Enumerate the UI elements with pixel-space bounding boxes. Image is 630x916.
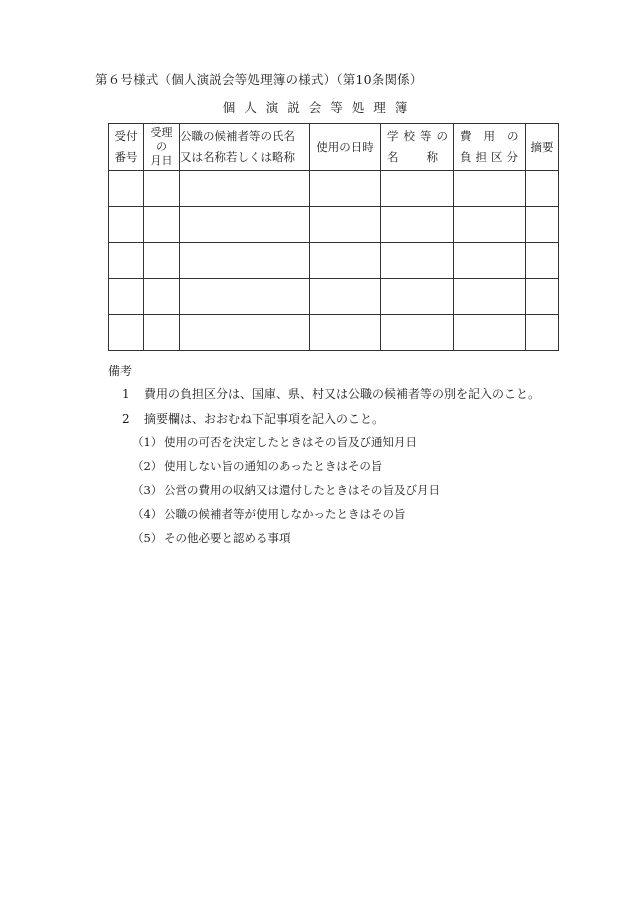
- cell-usage-datetime[interactable]: [310, 207, 381, 243]
- header-cost-burden-line1: [454, 126, 531, 147]
- header-usage-datetime: [310, 124, 381, 171]
- cell-usage-datetime[interactable]: [310, 243, 381, 279]
- cell-receipt-date[interactable]: [144, 279, 180, 315]
- cell-cost-burden[interactable]: [454, 243, 526, 279]
- remark-subnote-text: 公職の候補者等が使用しなかったときはその旨: [164, 507, 406, 521]
- header-receipt-number-line2: 番号: [114, 150, 138, 164]
- remark-note: [122, 410, 384, 427]
- cell-school-name[interactable]: [381, 279, 454, 315]
- remark-note-text: 費用の負担区分は、国庫、県、村又は公職の候補者等の別を記入のこと。: [144, 387, 541, 401]
- header-cost-burden-line2-text: 負担区分: [460, 150, 522, 164]
- header-candidate-name: [180, 124, 310, 171]
- table-row: [109, 207, 559, 243]
- cell-cost-burden[interactable]: [454, 171, 526, 207]
- header-cost-burden: [454, 124, 531, 171]
- remark-subnote-text: 使用しない旨の通知のあったときはその旨: [164, 459, 383, 473]
- remark-subnote-number: （1）: [132, 435, 163, 449]
- cell-school-name[interactable]: [381, 207, 454, 243]
- cell-usage-datetime[interactable]: [310, 315, 381, 351]
- cell-summary[interactable]: [526, 279, 559, 315]
- cell-receipt-number[interactable]: [109, 279, 144, 315]
- cell-summary[interactable]: [526, 171, 559, 207]
- remark-subnote: [132, 434, 417, 450]
- document-title: 個人演説会等処理簿: [222, 100, 417, 115]
- remark-note-number: 2: [122, 412, 130, 426]
- cell-candidate-name[interactable]: [180, 279, 310, 315]
- table-body: [109, 171, 559, 351]
- remark-subnote: [132, 458, 382, 474]
- header-cost-burden-line2: [454, 147, 525, 168]
- cell-usage-datetime[interactable]: [310, 171, 381, 207]
- cell-summary[interactable]: [526, 315, 559, 351]
- remark-subnote-number: （2）: [132, 459, 163, 473]
- cell-candidate-name[interactable]: [180, 207, 310, 243]
- cell-receipt-date[interactable]: [144, 171, 180, 207]
- header-receipt-date-line3: 月日: [150, 154, 173, 167]
- remark-note-text: 摘要欄は、おおむね下記事項を記入のこと。: [144, 412, 385, 426]
- register-table: [108, 123, 559, 351]
- cell-receipt-number[interactable]: [109, 315, 144, 351]
- cell-receipt-date[interactable]: [144, 207, 180, 243]
- table-row: [109, 315, 559, 351]
- header-receipt-date-line2: の: [156, 140, 167, 153]
- cell-receipt-date[interactable]: [144, 315, 180, 351]
- cell-receipt-number[interactable]: [109, 243, 144, 279]
- cell-usage-datetime[interactable]: [310, 279, 381, 315]
- remark-subnote-number: （4）: [132, 507, 163, 521]
- cell-candidate-name[interactable]: [180, 243, 310, 279]
- remark-subnote: [132, 530, 291, 546]
- cell-school-name[interactable]: [381, 171, 454, 207]
- header-receipt-date: [144, 124, 180, 171]
- header-cost-burden-line1-text: 費用の: [460, 129, 531, 143]
- cell-receipt-number[interactable]: [109, 171, 144, 207]
- table-row: [109, 243, 559, 279]
- table-header-row: [109, 124, 559, 171]
- cell-cost-burden[interactable]: [454, 315, 526, 351]
- header-school-name-line1: [381, 126, 453, 147]
- remark-subnote-text: 公営の費用の収納又は還付したときはその旨及び月日: [164, 483, 440, 497]
- table-row: [109, 171, 559, 207]
- cell-receipt-number[interactable]: [109, 207, 144, 243]
- header-candidate-name-line1: 公職の候補者等の氏名: [180, 129, 295, 143]
- header-summary-line1: 摘要: [530, 139, 554, 154]
- cell-school-name[interactable]: [381, 243, 454, 279]
- header-receipt-number: [109, 124, 144, 171]
- header-school-name-line2-text: 名称: [387, 150, 466, 164]
- header-school-name-line2: [381, 147, 466, 168]
- remark-subnote: [132, 482, 440, 498]
- remark-subnote-text: 使用の可否を決定したときはその旨及び通知月日: [164, 435, 417, 449]
- cell-receipt-date[interactable]: [144, 243, 180, 279]
- cell-candidate-name[interactable]: [180, 171, 310, 207]
- header-school-name: [381, 124, 466, 171]
- form-number: 第６号様式（個人演説会等処理簿の様式）（第10条関係）: [95, 72, 423, 87]
- remark-subnote-number: （3）: [132, 483, 163, 497]
- remark-subnote: [132, 506, 406, 522]
- cell-cost-burden[interactable]: [454, 279, 526, 315]
- remark-note: [122, 385, 540, 402]
- cell-candidate-name[interactable]: [180, 315, 310, 351]
- table-row: [109, 279, 559, 315]
- remarks-title: 備考: [108, 364, 133, 378]
- header-receipt-number-line1: 受付: [114, 129, 138, 143]
- header-usage-datetime-line1: 使用の日時: [316, 139, 374, 154]
- cell-summary[interactable]: [526, 207, 559, 243]
- header-receipt-date-line1: 受理: [150, 126, 173, 139]
- cell-school-name[interactable]: [381, 315, 454, 351]
- cell-cost-burden[interactable]: [454, 207, 526, 243]
- cell-summary[interactable]: [526, 243, 559, 279]
- remark-subnote-text: その他必要と認める事項: [164, 531, 291, 545]
- header-candidate-name-line2: 又は名称若しくは略称: [180, 150, 295, 164]
- remark-note-number: 1: [122, 387, 130, 401]
- remark-subnote-number: （5）: [132, 531, 163, 545]
- header-school-name-line1-text: 学校等の: [387, 129, 453, 143]
